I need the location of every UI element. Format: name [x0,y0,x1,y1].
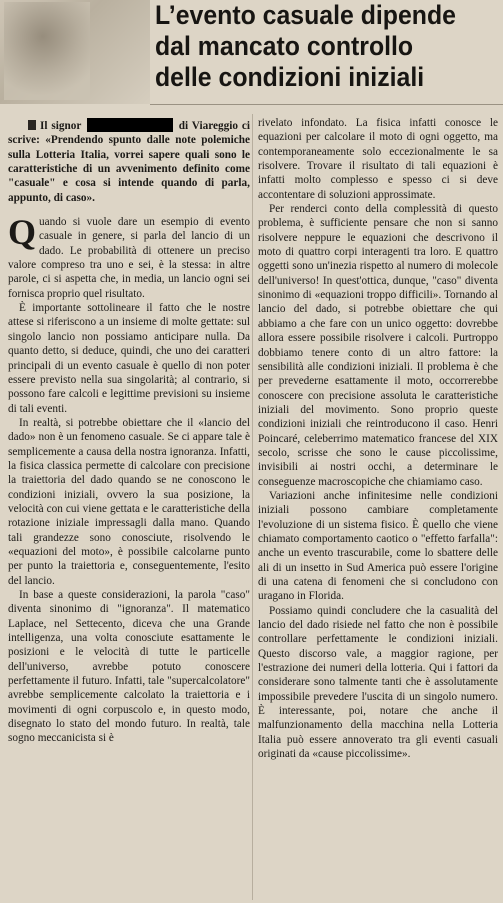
paragraph: È importante sottolineare il fatto che le nostre attese si riferiscono a un insieme di molte gettate: sul singolo lancio non possiamo anticipare nulla. Da quanto detto, si deduce, quindi, che uno dei caratteri principali di un evento casuale è quello di non poter essere previsto nella sua singolarità; al contrario, si possono fare calcoli e legittime previsioni su insieme di tali eventi. [8,302,250,415]
paragraph: Possiamo quindi concludere che la casualità del lancio del dado risiede nel fatto che non è possibile controllare perfettamente le condizioni iniziali. Questo discorso vale, a maggior ragione, per l'estrazione dei numeri della lotteria. Qui i fattori da considerare sono talmente tanti che è assolutamente impossibile prevedere l'uscita di un singolo numero. È interessante, poi, notare che anche il malfunzionamento della macchina nella Lotteria Italia può essere annoverato tra gli eventi casuali originati da «cause piccolissime». [258,604,498,761]
paragraph: Per renderci conto della complessità di questo problema, è sufficiente pensare che non si sanno risolvere neppure le equazioni che descrivono il moto di quattro corpi interagenti tra loro. E quattro oggetti sono un'inezia rispetto al numero di molecole dell'universo! In quest'ottica, dunque, "caso" diventa sinonimo di «equazioni troppo difficili». Tornando al lancio del dado, si potrebbe obiettare che qui abbiamo a che fare con un unico oggetto: dovrebbe allora essere possibile risolvere i calcoli. Purtroppo dobbiamo tenere conto di un altro fattore: la sensibilità alle condizioni iniziali. Il problema è che per prevederne esattamente il moto, occorrerebbe conoscere con precisione assoluta le caratteristiche iniziali del movimento. Sono proprio queste condizioni iniziali che reintroducono il caso. Henri Poincaré, celeberrimo matematico francese del XIX secolo, scrisse che sono le cause piccolissime, invisibili ai nostri occhi, a determinare le conseguenze macroscopiche che chiamiamo caso. [258,203,498,488]
redacted-name [87,118,173,132]
headline-rule [150,104,503,105]
headline-line-1: L’evento casuale dipende [155,0,456,30]
left-column [8,118,250,746]
headline-line-2: dal mancato controllo [155,31,414,61]
lead-after-name: di Viareggio ci scrive: «Prendendo spunto dalle note polemiche sulla Lotteria Italia, vorrei sapere quali sono le caratteristiche di un avvenimento definito come "casuale" e cosa si intende quando di parla, appunto, di caso». [8,120,250,204]
header-photo [0,0,150,104]
headline [155,0,472,93]
headline-line-3: delle condizioni iniziali [155,62,425,92]
column-divider [252,114,253,900]
reader-question [8,118,250,205]
right-column [258,116,498,761]
lead-before-name: Il signor [40,120,82,132]
paragraph: In base a queste considerazioni, la parola "caso" diventa sinonimo di "ignoranza". Il matematico Laplace, nel Settecento, diceva che una Grande intelligenza, una volta conosciute esattamente le posizioni e le velocità di tutte le particelle dell'universo, avrebbe potuto conoscere perfettamente il futuro. Infatti, tale "supercalcolatore" avrebbe semplicemente calcolato la traiettoria e i movimenti di ogni corpuscolo e, in questo modo, disegnato lo stato del mondo futuro. In realtà, tale sogno meccanicista si è [8,589,250,745]
paragraph: Variazioni anche infinitesime nelle condizioni iniziali possono cambiare completamente l'evoluzione di un sistema fisico. È quello che viene chiamato comportamento caotico o "effetto farfalla": anche un evento trascurabile, come lo sbattere delle ali di un insetto in Sud America può essere l'origine di una catena di fenomeni che si concludono con uragano in Florida. [258,489,498,603]
paragraph-text: uando si vuole dare un esempio di evento casuale in genere, si parla del lancio di un dado. Le probabilità di ottenere un preciso valore compreso tra uno e sei, è la stessa: in altre parole, ci si aspetta che, in media, un lancio ogni sei fornisca proprio quel risultato. [8,216,250,300]
photo-illustration [4,2,90,100]
paragraph [8,212,250,301]
paragraph: In realtà, si potrebbe obiettare che il «lancio del dado» non è un fenomeno casuale. Se ci appare tale è semplicemente a causa della nostra ignoranza. Infatti, la fisica classica permette di calcolare con precisione la traiettoria del dado quando se ne conoscono le condizioni iniziali, ovvero la sua posizione, la velocità con cui viene gettata e le caratteristiche della rotazione iniziale impressagli dalla mano. Quando tali grandezze sono conosciute, risolvendo le «equazioni del moto», è possibile calcolarne punto per punto la traiettoria e, conseguentemente, l'esito del lancio. [8,416,250,587]
lead-marker [28,120,36,130]
drop-cap: Q [8,212,37,253]
paragraph: rivelato infondato. La fisica infatti conosce le equazioni per calcolare il moto di ogni oggetto, ma contemporaneamente solo eccezionalmente le sa risolvere. Trovare il risultato di tali equazioni è infatti molto complesso e spesso ci si deve accontentare di soluzioni approssimate. [258,117,498,201]
